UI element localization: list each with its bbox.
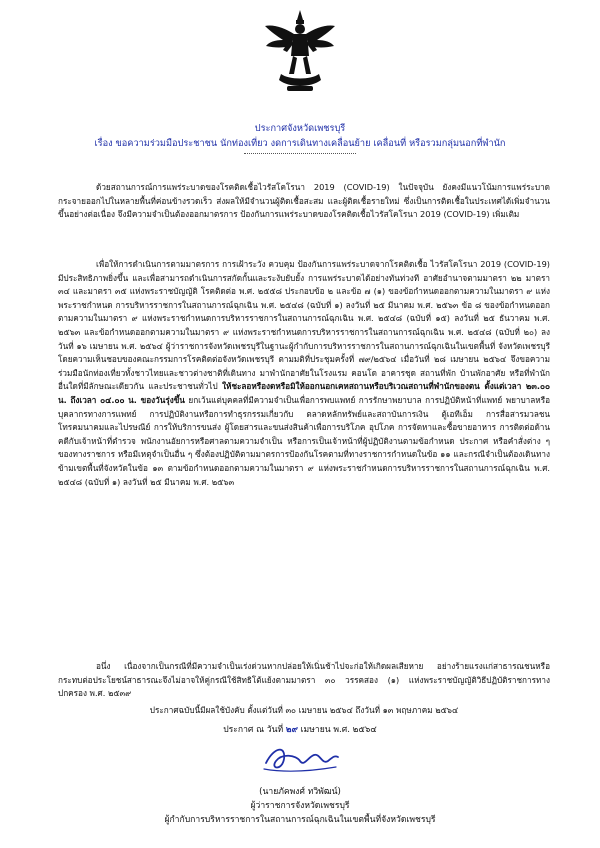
signatory-position: ผู้ว่าราชการจังหวัดเพชรบุรี bbox=[250, 801, 350, 811]
paragraph-background bbox=[58, 181, 550, 222]
paragraph-measures-intro: เพื่อให้การดำเนินการตามมาตรการ การเฝ้าระวัง ควบคุม ป้องกันการแพร่ระบาดจากโรคติดเชื้อ ไวรัสโคโรนา 2019 (COVID-19) มีประสิทธิภาพยิ่งขึ้น และเพื่อสามารถดำเนินการสกัดกั้นและระงับยับยั้ง การแพร่ระบาดได้อย่างทันท่วงที อาศัยอำนาจตามมาตรา ๒๒ มาตรา ๓๔ และมาตรา ๓๕ แห่งพระราชบัญญัติ โรคติดต่อ พ.ศ. ๒๕๕๘ ประกอบข้อ ๒ และข้อ ๗ (๑) ของข้อกำหนดออกตามความในมาตรา ๙ แห่งพระราชกำหนด การบริหารราชการในสถานการณ์ฉุกเฉิน พ.ศ. ๒๕๔๘ (ฉบับที่ ๑) ลงวันที่ ๒๕ มีนาคม พ.ศ. ๒๕๖๓ ข้อ ๘ ของข้อกำหนดออกตามความในมาตรา ๙ แห่งพระราชกำหนดการบริหารราชการในสถานการณ์ฉุกเฉิน พ.ศ. ๒๕๔๘ (ฉบับที่ ๑๕) ลงวันที่ ๒๕ ธันวาคม พ.ศ. ๒๕๖๓ และข้อกำหนดออกตามความในมาตรา ๙ แห่งพระราชกำหนดการบริหารราชการในสถานการณ์ฉุกเฉิน พ.ศ. ๒๕๔๘ (ฉบับที่ ๒๐) ลงวันที่ ๑๖ เมษายน พ.ศ. ๒๕๖๔ ผู้ว่าราชการจังหวัดเพชรบุรีในฐานะผู้กำกับการบริหารราชการในสถานการณ์ฉุกเฉินในเขตพื้นที่ จังหวัดเพชรบุรี โดยความเห็นชอบของคณะกรรมการโรคติดต่อจังหวัดเพชรบุรี ตามมติที่ประชุมครั้งที่ ๗๙/๒๕๖๔ เมื่อวันที่ ๒๘ เมษายน ๒๕๖๔ จึงขอความร่วมมือนักท่องเที่ยวทั้งชาวไทยและชาวต่างชาติที่เดินทาง มาพำนักอาศัยในโรงแรม คอนโด อาคารชุด สถานที่พัก บ้านพักอาศัย หรือที่พำนักอื่นใดที่มีลักษณะเดียวกัน และประชาชนทั่วไป bbox=[58, 259, 550, 392]
signatory-role: ผู้กำกับการบริหารราชการในสถานการณ์ฉุกเฉินในเขตพื้นที่จังหวัดเพชรบุรี bbox=[164, 815, 436, 825]
paragraph-text: ประกาศฉบับนี้มีผลใช้บังคับ ตั้งแต่วันที่ ๓๐ เมษายน ๒๕๖๔ ถึงวันที่ ๑๓ พฤษภาคม ๒๕๖๔ bbox=[149, 705, 459, 715]
dateline-prefix: ประกาศ ณ วันที่ bbox=[223, 725, 284, 735]
signature-icon bbox=[256, 739, 344, 779]
curfew-emphasis: ให้ชะลอหรืองดหรือมิให้ออกนอกเคหสถานหรือบริเวณสถานที่พำนักของตน ตั้งแต่เวลา ๒๓.๐๐ น. ถึงเวลา ๐๔.๐๐ น. ของวันรุ่งขึ้น bbox=[58, 381, 550, 405]
paragraph-measures-exceptions: ยกเว้นแต่บุคคลที่มีความจำเป็นเพื่อการพบแพทย์ การรักษาพยาบาล การปฏิบัติหน้าที่แพทย์ พยาบาลหรือบุคลากรทางการแพทย์ การปฏิบัติงานหรือการทำธุรกรรมเกี่ยวกับ ตลาดหลักทรัพย์และสถาบันการเงิน ตู้เอทีเอ็ม การสื่อสารมวลชน โทรคมนาคมและไปรษณีย์ การให้บริการขนส่ง ผู้โดยสารและขนส่งสินค้าเพื่อการบริโภค อุปโภค การจัดหาและซื้อขายอาหาร การติดต่อด้านคดีกับเจ้าหน้าที่ตำรวจ พนักงานอัยการหรือศาลตามความจำเป็น หรือการเป็นเจ้าหน้าที่ผู้ปฏิบัติงานตามข้อกำหนด ประกาศ หรือคำสั่งต่าง ๆ ของทางราชการ หรือมีเหตุจำเป็นอื่น ๆ ซึ่งต้องปฏิบัติตามมาตรการป้องกันโรคตามที่ทางราชการกำหนดในข้อ ๑๑ และกรณีจำเป็นต้องเดินทางข้ามเขตพื้นที่จังหวัดในข้อ ๑๓ ตามข้อกำหนดออกตามความในมาตรา ๙ แห่งพระราชกำหนดการบริหารราชการในสถานการณ์ฉุกเฉิน พ.ศ. ๒๕๔๘ (ฉบับที่ ๑) ลงวันที่ ๒๕ มีนาคม พ.ศ. ๒๕๖๓ bbox=[58, 394, 551, 487]
dateline bbox=[0, 722, 600, 736]
dateline-rest: เมษายน พ.ศ. ๒๕๖๔ bbox=[300, 725, 377, 735]
paragraph-text: ด้วยสถานการณ์การแพร่ระบาดของโรคติดเชื้อไวรัสโคโรนา 2019 (COVID-19) ในปัจจุบัน ยังคงมีแนวโน้มการแพร่ระบาดกระจายออกไปในหลายพื้นที่ค่อนข้างรวดเร็ว ส่งผลให้มีจำนวนผู้ติดเชื้อสะสม และผู้ติดเชื้อรายใหม่ ซึ่งเป็นการติดเชื้อในประเทศได้เพิ่มจำนวนขึ้นอย่างต่อเนื่อง จึงมีความจำเป็นต้องออกมาตรการ ป้องกันการแพร่ระบาดของโรคติดเชื้อไวรัสโคโรนา 2019 (COVID-19) เพิ่มเติม bbox=[58, 182, 550, 220]
paragraph-effective-date bbox=[58, 704, 550, 718]
announcement-title: ประกาศจังหวัดเพชรบุรี bbox=[254, 123, 346, 134]
paragraph-measures bbox=[58, 258, 550, 489]
paragraph-text bbox=[58, 258, 550, 489]
title-separator bbox=[244, 153, 356, 154]
paragraph-text: อนึ่ง เนื่องจากเป็นกรณีที่มีความจำเป็นเร่งด่วนหากปล่อยให้เนิ่นช้าไปจะก่อให้เกิดผลเสียหาย อย่างร้ายแรงแก่สาธารณชนหรือกระทบต่อประโยชน์สาธารณะจึงไม่อาจให้คู่กรณีใช้สิทธิโต้แย้งตามมาตรา ๓๐ วรรคสอง (๑) แห่งพระราชบัญญัติวิธีปฏิบัติราชการทางปกครอง พ.ศ. ๒๕๓๙ bbox=[58, 661, 550, 699]
garuda-emblem-icon bbox=[263, 8, 337, 94]
signatory-name: (นายภัคพงศ์ ทวิพัฒน์) bbox=[259, 787, 341, 797]
announcement-subject: เรื่อง ขอความร่วมมือประชาชน นักท่องเที่ยว งดการเดินทางเคลื่อนย้าย เคลื่อนที่ หรือรวมกลุ่มนอกที่พำนัก bbox=[94, 138, 506, 149]
dateline-day: ๒๙ bbox=[285, 725, 298, 735]
paragraph-urgency bbox=[58, 660, 550, 701]
